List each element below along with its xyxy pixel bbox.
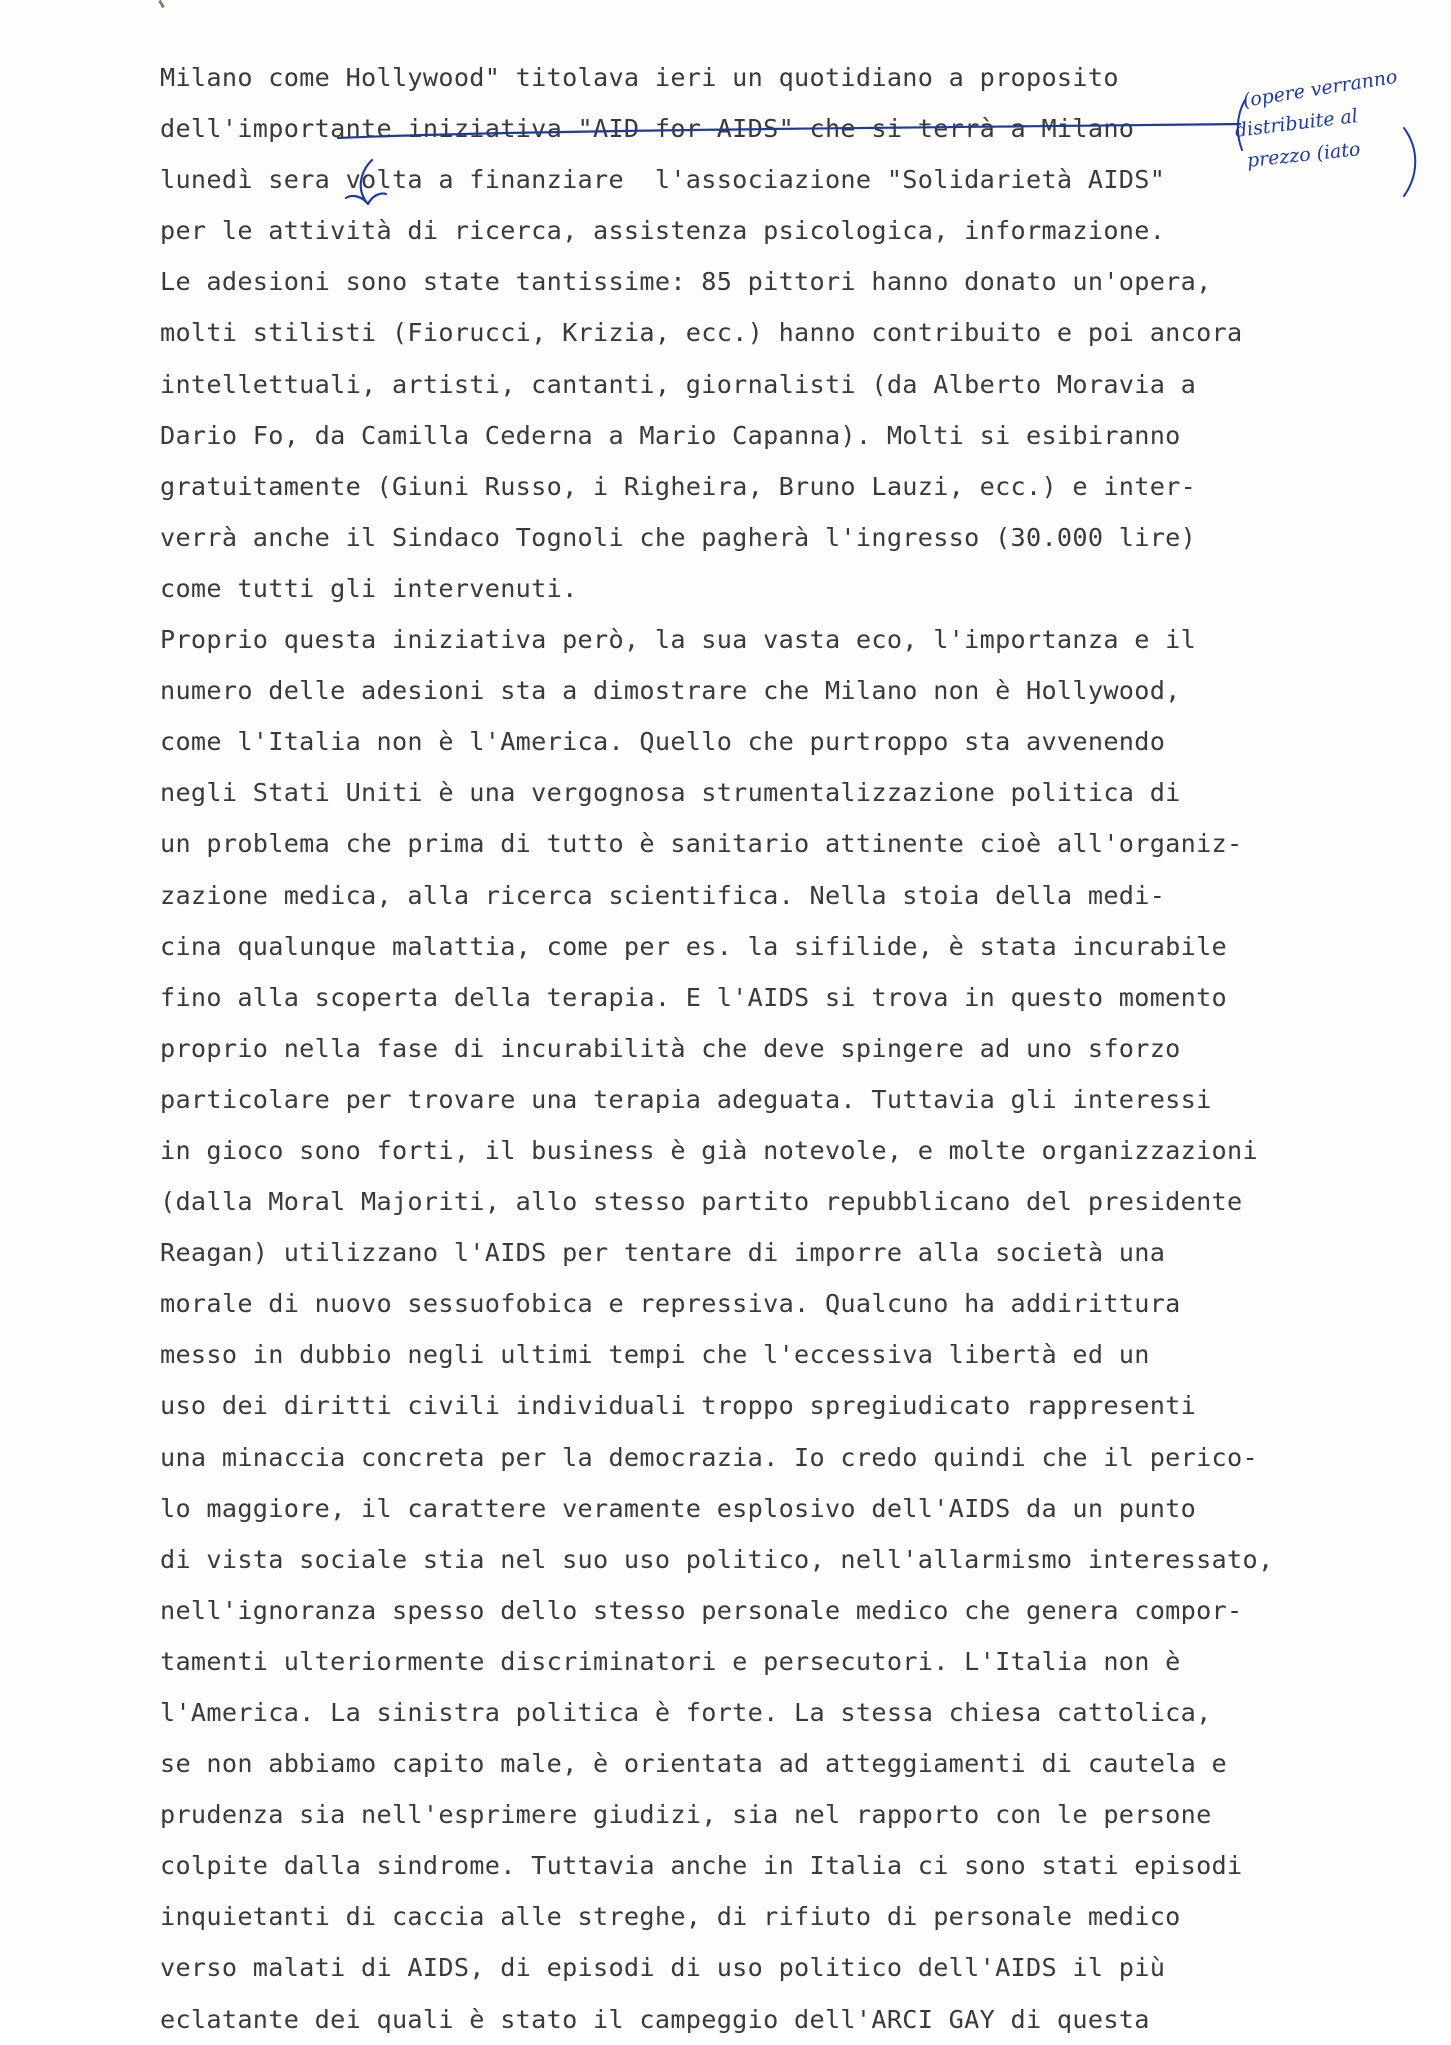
text-line: un problema che prima di tutto è sanitario attinente cioè all'organiz- [160, 829, 1243, 859]
text-line: Milano come Hollywood" titolava ieri un quotidiano a proposito [160, 63, 1119, 92]
text-line: cina qualunque malattia, come per es. la sifilide, è stata incurabile [160, 931, 1228, 961]
handwritten-note [1233, 65, 1423, 206]
text-line: tamenti ulteriormente discriminatori e persecutori. L'Italia non è [160, 1646, 1181, 1676]
text-line: morale di nuovo sessuofobica e repressiva. Qualcuno ha addirittura [160, 1289, 1181, 1319]
text-line: (dalla Moral Majoriti, allo stesso partito repubblicano del presidente [160, 1187, 1243, 1217]
text-line: negli Stati Uniti è una vergognosa strumentalizzazione politica di [160, 778, 1181, 808]
text-line: nell'ignoranza spesso dello stesso personale medico che genera compor- [160, 1595, 1243, 1625]
text-line: lo maggiore, il carattere veramente esplosivo dell'AIDS da un punto [160, 1493, 1197, 1523]
text-line: uso dei diritti civili individuali troppo spregiudicato rappresenti [160, 1391, 1197, 1421]
text-line: Le adesioni sono state tantissime: 85 pittori hanno donato un'opera, [160, 267, 1212, 297]
text-line: per le attività di ricerca, assistenza psicologica, informazione. [160, 216, 1166, 246]
typewritten-text [160, 52, 1340, 2045]
text-line: verso malati di AIDS, di episodi di uso politico dell'AIDS il più [160, 1953, 1166, 1983]
note-line: (opere verranno [1241, 65, 1399, 112]
text-line: Reagan) utilizzano l'AIDS per tentare di imporre alla società una [160, 1238, 1166, 1268]
paper-edge-mark [158, 0, 165, 8]
text-line: intellettuali, artisti, cantanti, giornalisti (da Alberto Moravia a [160, 369, 1197, 399]
text-line: inquietanti di caccia alle streghe, di rifiuto di personale medico [160, 1902, 1181, 1932]
text-line: eclatante dei quali è stato il campeggio dell'ARCI GAY di questa [160, 2004, 1150, 2034]
text-line: colpite dalla sindrome. Tuttavia anche in Italia ci sono stati episodi [160, 1851, 1243, 1881]
text-line: di vista sociale stia nel suo uso politico, nell'allarmismo interessato, [160, 1544, 1274, 1574]
text-line: messo in dubbio negli ultimi tempi che l'eccessiva libertà ed un [160, 1340, 1150, 1370]
text-line: come tutti gli intervenuti. [160, 573, 578, 603]
text-line: una minaccia concreta per la democrazia. Io credo quindi che il perico- [160, 1442, 1258, 1472]
text-line: lunedì sera volta a finanziare l'associazione "Solidarietà AIDS" [160, 165, 1166, 195]
text-line: Dario Fo, da Camilla Cederna a Mario Capanna). Molti si esibiranno [160, 420, 1181, 450]
note-line: prezzo (iato [1245, 138, 1362, 172]
text-line: particolare per trovare una terapia adeguata. Tuttavia gli interessi [160, 1084, 1212, 1114]
text-line: molti stilisti (Fiorucci, Krizia, ecc.) hanno contribuito e poi ancora [160, 318, 1243, 348]
note-line: distribuite al [1233, 105, 1360, 142]
text-line: prudenza sia nell'esprimere giudizi, sia nel rapporto con le persone [160, 1800, 1212, 1830]
text-line: se non abbiamo capito male, è orientata ad atteggiamenti di cautela e [160, 1749, 1228, 1779]
text-line: Proprio questa iniziativa però, la sua vasta eco, l'importanza e il [160, 625, 1197, 655]
text-line: verrà anche il Sindaco Tognoli che pagherà l'ingresso (30.000 lire) [160, 522, 1197, 552]
text-line: proprio nella fase di incurabilità che deve spingere ad uno sforzo [160, 1033, 1181, 1063]
text-line: l'America. La sinistra politica è forte. La stessa chiesa cattolica, [160, 1698, 1212, 1727]
text-line: gratuitamente (Giuni Russo, i Righeira, Bruno Lauzi, ecc.) e inter- [160, 471, 1197, 501]
text-line: zazione medica, alla ricerca scientifica. Nella stoia della medi- [160, 880, 1166, 910]
text-line: numero delle adesioni sta a dimostrare che Milano non è Hollywood, [160, 676, 1181, 706]
text-line: in gioco sono forti, il business è già notevole, e molte organizzazioni [160, 1135, 1258, 1165]
text-line: dell'importante iniziativa "AID for AIDS" che si terrà a Milano [160, 114, 1135, 144]
text-line: come l'Italia non è l'America. Quello che purtroppo sta avvenendo [160, 727, 1166, 757]
text-line: fino alla scoperta della terapia. E l'AIDS si trova in questo momento [160, 982, 1228, 1012]
